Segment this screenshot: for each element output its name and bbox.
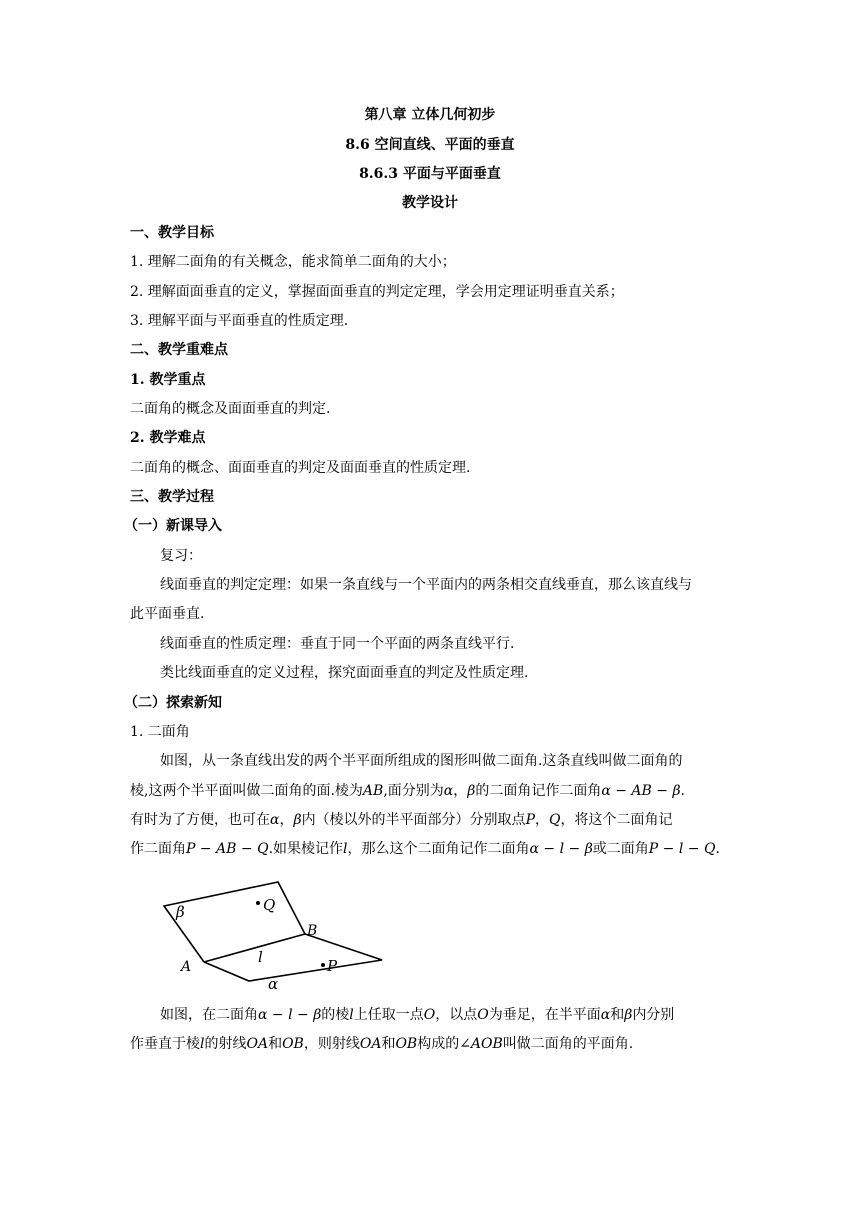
point-q-dot: [256, 901, 260, 905]
label-alpha: α: [268, 975, 279, 993]
review-label: 复习：: [160, 548, 202, 564]
focus-heading: 1. 教学重点: [130, 372, 206, 388]
label-p: P: [327, 957, 338, 975]
text-run: 内分别: [632, 1007, 675, 1023]
definition-line-3: [130, 810, 672, 830]
chapter-title: 第八章 立体几何初步: [364, 107, 496, 123]
math-run: AB: [362, 783, 384, 799]
text-run: 或二面角: [592, 841, 649, 857]
math-run: P − l − Q: [648, 841, 716, 857]
math-run: α: [443, 783, 454, 799]
math-run: l: [200, 1036, 205, 1052]
math-run: OA: [359, 1036, 382, 1052]
label-q: Q: [263, 896, 276, 914]
math-run: α − l − β: [258, 1007, 322, 1023]
intro-heading: （一）新课导入: [124, 518, 222, 534]
text-run: 构成的: [417, 1036, 460, 1052]
subsection-title: 8.6.3 平面与平面垂直: [359, 166, 501, 182]
math-run: l: [343, 841, 348, 857]
definition-line-4: [130, 839, 720, 859]
math-run: β: [624, 1007, 633, 1023]
label-b: B: [307, 923, 318, 939]
math-run: O: [477, 1007, 489, 1023]
text-run: 和: [268, 1036, 283, 1052]
math-run: P − AB − Q: [186, 841, 269, 857]
math-run: O: [423, 1007, 436, 1023]
text-run: 的棱: [321, 1007, 350, 1023]
plane-angle-line-1: [160, 1005, 674, 1025]
paragraph-1-line-1: 线面垂直的判定定理：如果一条直线与一个平面内的两条相交直线垂直，那么该直线与: [160, 577, 692, 593]
key-points-heading: 二、教学重难点: [130, 342, 228, 358]
text-run: 和: [381, 1036, 396, 1052]
focus-text: 二面角的概念及面面垂直的判定.: [130, 401, 331, 417]
text-run: .: [680, 783, 685, 799]
math-run: α: [600, 1007, 611, 1023]
text-run: 的二面角记作二面角: [475, 783, 602, 799]
math-run: OB: [282, 1036, 304, 1052]
text-run: 叫做二面角的平面角.: [502, 1036, 634, 1052]
paragraph-1-line-2: 此平面垂直.: [130, 606, 205, 622]
text-run: 和: [610, 1007, 625, 1023]
plane-beta-outline: [164, 882, 305, 962]
paragraph-2: 线面垂直的性质定理：垂直于同一个平面的两条直线平行.: [160, 636, 515, 652]
text-run: ，将这个二面角记: [560, 812, 673, 828]
label-l: l: [258, 948, 263, 966]
process-heading: 三、教学过程: [130, 489, 214, 505]
text-run: .如果棱记作: [268, 841, 344, 857]
explore-heading: （二）探索新知: [124, 695, 222, 711]
paragraph-3: 类比线面垂直的定义过程，探究面面垂直的判定及性质定理.: [160, 665, 529, 681]
text-run: 作垂直于棱: [130, 1036, 200, 1052]
math-run: Q: [548, 812, 561, 828]
text-run: ,面分别为: [383, 783, 444, 799]
text-run: 为垂足，在半平面: [488, 1007, 601, 1023]
math-run: OB: [395, 1036, 418, 1052]
section-title: 8.6 空间直线、平面的垂直: [345, 137, 515, 153]
plane-alpha-outline: [204, 934, 382, 981]
goal-item-2: 2. 理解面面垂直的定义，掌握面面垂直的判定定理，学会用定理证明垂直关系；: [130, 284, 624, 300]
text-run: 有时为了方便，也可在: [130, 812, 270, 828]
math-run: β: [293, 812, 302, 828]
difficulty-text: 二面角的概念、面面垂直的判定及面面垂直的性质定理.: [130, 460, 471, 476]
point-p-dot: [321, 963, 325, 967]
text-run: 作二面角: [130, 841, 186, 857]
math-run: l: [349, 1007, 354, 1023]
math-run: ∠AOB: [459, 1036, 503, 1052]
label-a: A: [181, 959, 192, 975]
text-run: ，: [534, 812, 549, 828]
math-run: OA: [246, 1036, 269, 1052]
text-run: ，以点: [435, 1007, 478, 1023]
label-beta: β: [176, 903, 185, 921]
plane-angle-line-2: [130, 1034, 633, 1054]
text-run: ，: [279, 812, 294, 828]
text-run: 上任取一点: [353, 1007, 424, 1023]
math-run: α − AB − β: [601, 783, 681, 799]
text-run: 内（棱以外的半平面部分）分别取点: [301, 812, 526, 828]
text-run: ，: [453, 783, 468, 799]
math-run: P: [525, 812, 535, 828]
text-run: 如图，在二面角: [160, 1007, 258, 1023]
text-run: 棱,这两个半平面叫做二面角的面.棱为: [130, 783, 363, 799]
dihedral-angle-figure: [150, 868, 390, 998]
math-run: α − l − β: [529, 841, 593, 857]
item-dihedral-angle: 1. 二面角: [130, 724, 190, 740]
text-run: ，则射线: [303, 1036, 360, 1052]
text-run: 的射线: [204, 1036, 247, 1052]
math-run: α: [270, 812, 280, 828]
goal-item-3: 3. 理解平面与平面垂直的性质定理.: [130, 313, 349, 329]
text-run: .: [715, 841, 720, 857]
math-run: β: [467, 783, 476, 799]
edge-line: [204, 934, 305, 962]
goal-item-1: 1. 理解二面角的有关概念，能求简单二面角的大小；: [130, 254, 456, 270]
goals-heading: 一、教学目标: [130, 225, 214, 241]
difficulty-heading: 2. 教学难点: [130, 430, 206, 446]
definition-line-2: [130, 781, 685, 801]
doc-type-title: 教学设计: [402, 195, 458, 211]
text-run: ，那么这个二面角记作二面角: [347, 841, 530, 857]
definition-line-1: 如图，从一条直线出发的两个半平面所组成的图形叫做二面角.这条直线叫做二面角的: [160, 753, 683, 769]
